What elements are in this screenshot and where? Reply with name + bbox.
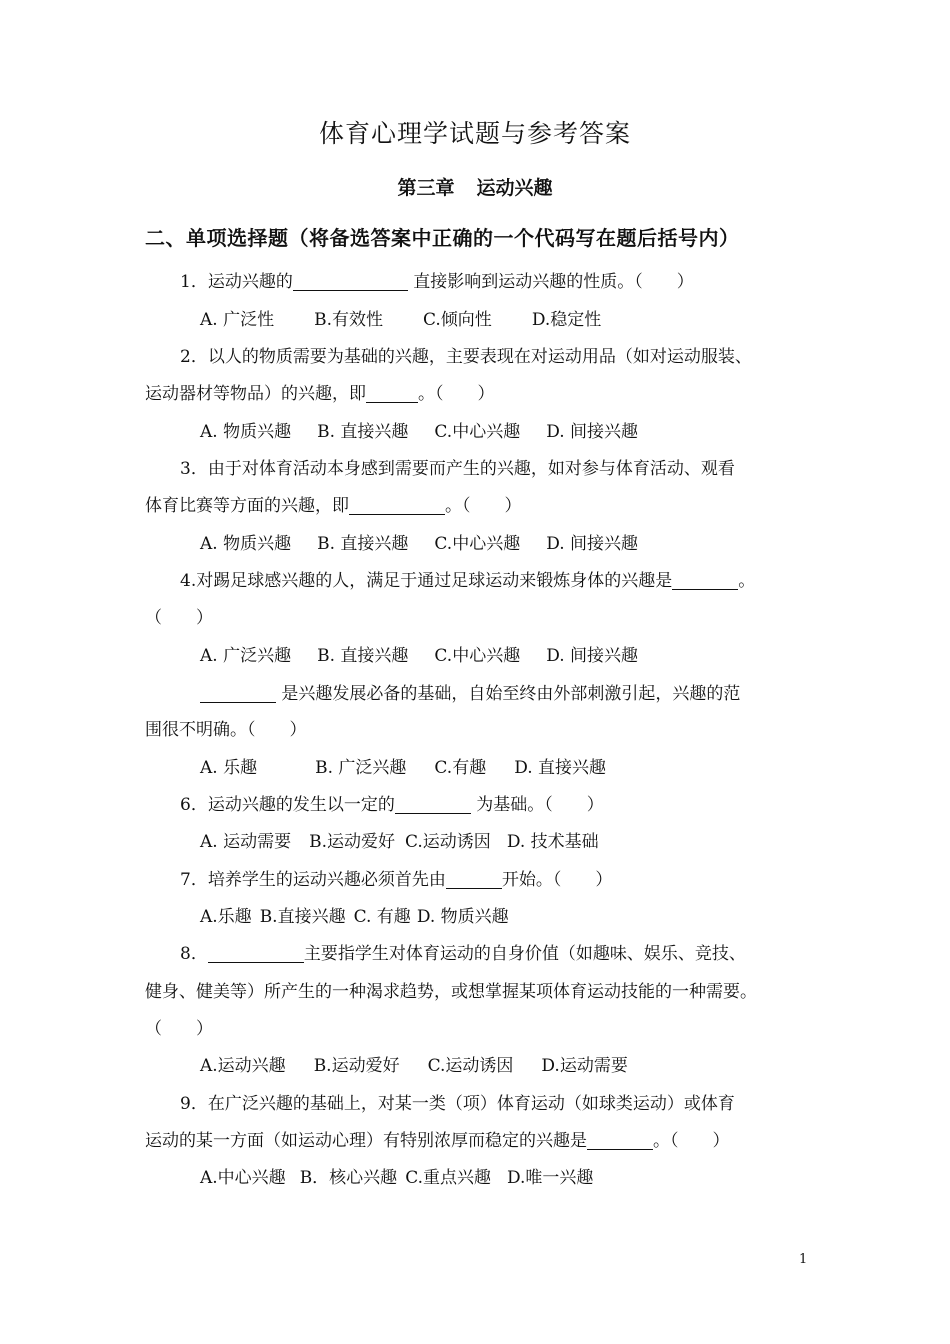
question-5-continuation: 围很不明确。（ ） xyxy=(145,720,307,740)
question-7-options: A.乐趣 B.直接兴趣 C. 有趣 D. 物质兴趣 xyxy=(200,907,509,927)
question-1: 1．运动兴趣的 直接影响到运动兴趣的性质。（ ） xyxy=(180,272,694,292)
question-7: 7．培养学生的运动兴趣必须首先由 开始。（ ） xyxy=(180,870,613,890)
question-8: 8． 主要指学生对体育运动的自身价值（如趣味、娱乐、竞技、 xyxy=(180,944,746,964)
question-6: 6．运动兴趣的发生以一定的 为基础。（ ） xyxy=(180,795,604,815)
answer-blank xyxy=(587,1131,653,1150)
question-4-continuation: （ ） xyxy=(145,608,213,628)
answer-blank xyxy=(366,384,418,403)
question-2-continuation: 运动器材等物品）的兴趣，即 。（ ） xyxy=(145,384,495,404)
question-9: 9．在广泛兴趣的基础上，对某一类（项）体育运动（如球类运动）或体育 xyxy=(180,1094,735,1114)
page-number: 1 xyxy=(799,1252,808,1267)
question-9-continuation: 运动的某一方面（如运动心理）有特别浓厚而稳定的兴趣是 。（ ） xyxy=(145,1131,730,1151)
document-title: 体育心理学试题与参考答案 xyxy=(318,119,631,148)
answer-blank xyxy=(293,272,408,291)
question-4: 4.对踢足球感兴趣的人，满足于通过足球运动来锻炼身体的兴趣是 。 xyxy=(180,571,756,591)
answer-blank xyxy=(395,795,471,814)
answer-blank xyxy=(208,944,304,963)
chapter-heading xyxy=(0,173,950,200)
question-8-options: A.运动兴趣 B.运动爱好 C.运动诱因 D.运动需要 xyxy=(200,1056,628,1076)
question-6-options: A. 运动需要 B.运动爱好 C.运动诱因 D. 技术基础 xyxy=(200,832,599,852)
question-2-options: A. 物质兴趣 B. 直接兴趣 C.中心兴趣 D. 间接兴趣 xyxy=(200,422,639,442)
chapter-name: 运动兴趣 xyxy=(476,177,553,199)
question-3-options: A. 物质兴趣 B. 直接兴趣 C.中心兴趣 D. 间接兴趣 xyxy=(200,534,639,554)
section-heading: 二、单项选择题（将备选答案中正确的一个代码写在题后括号内） xyxy=(145,226,740,250)
question-2: 2．以人的物质需要为基础的兴趣，主要表现在对运动用品（如对运动服装、 xyxy=(180,347,752,367)
question-9-options: A.中心兴趣 B．核心兴趣 C.重点兴趣 D.唯一兴趣 xyxy=(200,1168,594,1188)
answer-blank xyxy=(200,684,276,703)
question-4-options: A. 广泛兴趣 B. 直接兴趣 C.中心兴趣 D. 间接兴趣 xyxy=(200,646,639,666)
answer-blank xyxy=(446,870,502,889)
answer-blank xyxy=(672,571,738,590)
question-3: 3．由于对体育活动本身感到需要而产生的兴趣，如对参与体育活动、观看 xyxy=(180,459,735,479)
answer-blank xyxy=(349,496,445,515)
question-5: 是兴趣发展必备的基础，自始至终由外部刺激引起，兴趣的范 xyxy=(200,682,740,706)
question-3-continuation: 体育比赛等方面的兴趣，即 。（ ） xyxy=(145,496,522,516)
question-8-continuation-2: （ ） xyxy=(145,1019,213,1039)
chapter-number: 第三章 xyxy=(397,177,455,199)
question-1-options: A. 广泛性 B.有效性 C.倾向性 D.稳定性 xyxy=(200,310,602,330)
question-8-continuation: 健身、健美等）所产生的一种渴求趋势，或想掌握某项体育运动技能的一种需要。 xyxy=(145,982,757,1002)
question-5-options: A. 乐趣 B. 广泛兴趣 C.有趣 D. 直接兴趣 xyxy=(200,758,607,778)
